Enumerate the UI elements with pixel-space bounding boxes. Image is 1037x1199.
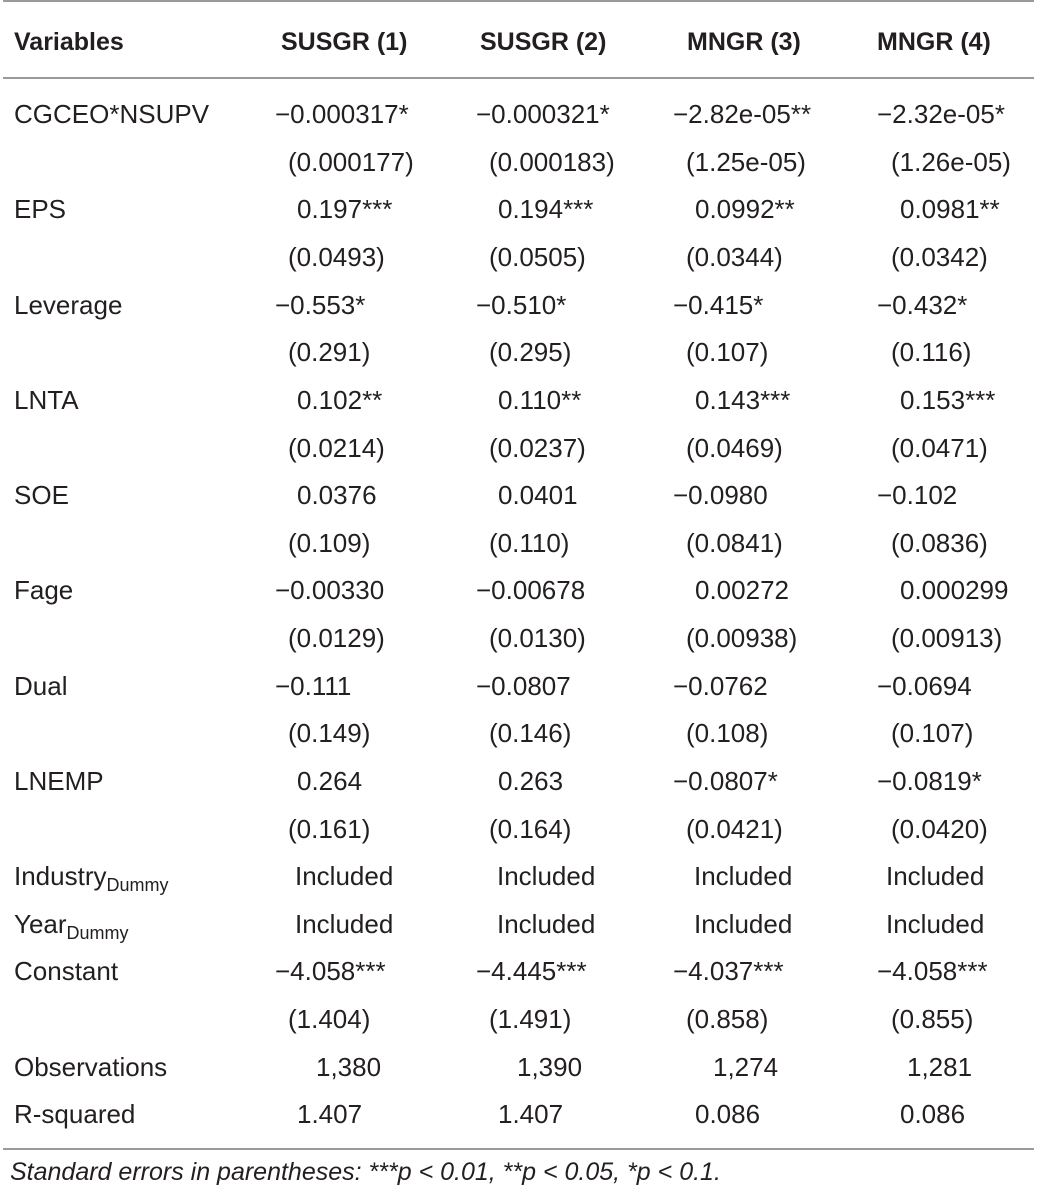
cell-col3: 0.0992** [695,194,795,224]
header-mngr-3: MNGR (3) [687,28,801,56]
row-label: EPS [14,194,67,224]
row-label [14,852,169,900]
cell-col3: (0.858) [686,1004,769,1034]
cell-col3: −0.0762 [673,671,768,701]
cell-col2: (0.0237) [489,433,586,463]
cell-col3: 0.086 [695,1099,761,1129]
cell-col3: (1.25e-05) [686,147,806,177]
cell-col4: (0.0342) [891,242,988,272]
cell-col1: 1.407 [297,1099,363,1129]
header-mngr-4: MNGR (4) [877,28,991,56]
header-variables: Variables [14,28,124,56]
cell-col1: (0.149) [288,718,371,748]
cell-col2: (1.491) [489,1004,572,1034]
cell-col2: 1,390 [517,1052,583,1082]
cell-col2: −0.000321* [476,99,610,129]
cell-col3: 1,274 [713,1052,779,1082]
cell-col4: 1,281 [907,1052,973,1082]
cell-col4: −4.058*** [877,956,988,986]
cell-col1: (0.000177) [288,147,414,177]
cell-col3: (0.108) [686,718,769,748]
cell-col2: (0.110) [489,528,570,558]
table-row [3,947,1034,995]
cell-col4: (0.0471) [891,433,988,463]
cell-col3: (0.0469) [686,433,783,463]
cell-col3: (0.0344) [686,242,783,272]
cell-col1: (0.291) [288,337,371,367]
row-label: LNEMP [14,766,104,796]
cell-col1: Included [295,909,394,939]
cell-col1: (1.404) [288,1004,371,1034]
cell-col1: −0.111 [275,671,352,701]
cell-col3: −4.037*** [673,956,784,986]
cell-col3: −0.0807* [673,766,778,796]
cell-col1: (0.161) [288,814,371,844]
cell-col3: 0.00272 [695,575,789,605]
table-row [3,805,1034,853]
cell-col2: 1.407 [498,1099,564,1129]
row-label-main: Year [14,909,67,939]
cell-col3: Included [694,909,793,939]
cell-col2: Included [497,909,596,939]
table-row [3,281,1034,329]
table-row [3,233,1034,281]
cell-col2: −0.00678 [476,575,586,605]
row-label-subscript: Dummy [106,875,169,895]
row-label-main: Industry [14,861,107,891]
top-rule [3,0,1034,2]
cell-col3: (0.107) [686,337,769,367]
cell-col1: (0.0214) [288,433,385,463]
row-label: Leverage [14,290,123,320]
cell-col2: (0.295) [489,337,572,367]
cell-col4: 0.0981** [900,194,1000,224]
cell-col1: −0.000317* [275,99,409,129]
cell-col4: (0.107) [891,718,974,748]
cell-col4: −0.0694 [877,671,972,701]
cell-col2: −0.510* [476,290,567,320]
table-row [3,328,1034,376]
header-rule [3,77,1034,79]
cell-col1: −0.553* [275,290,366,320]
cell-col2: (0.146) [489,718,572,748]
row-label: R-squared [14,1099,136,1129]
cell-col2: (0.0130) [489,623,586,653]
table-row [3,519,1034,567]
cell-col3: Included [694,861,793,891]
cell-col4: (0.0836) [891,528,988,558]
table-row [3,995,1034,1043]
cell-col1: 0.197*** [297,194,393,224]
row-label: Constant [14,956,119,986]
cell-col1: −0.00330 [275,575,385,605]
cell-col4: Included [886,909,985,939]
table-row [3,424,1034,472]
table-row [3,376,1034,424]
cell-col1: (0.0493) [288,242,385,272]
cell-col2: 0.263 [498,766,564,796]
cell-col4: (0.855) [891,1004,974,1034]
cell-col3: (0.00938) [686,623,798,653]
cell-col1: Included [295,861,394,891]
header-susgr-2: SUSGR (2) [480,28,607,56]
cell-col3: (0.0841) [686,528,783,558]
cell-col1: (0.109) [288,528,371,558]
cell-col4: −2.32e-05* [877,99,1005,129]
table-row [3,757,1034,805]
cell-col2: (0.000183) [489,147,615,177]
row-label-subscript: Dummy [66,923,129,943]
table-row [3,138,1034,186]
table-row [3,852,1034,900]
table-row [3,90,1034,138]
cell-col4: −0.102 [877,480,958,510]
cell-col2: (0.164) [489,814,572,844]
cell-col4: −0.432* [877,290,968,320]
cell-col1: 0.264 [297,766,363,796]
cell-col4: Included [886,861,985,891]
cell-col2: −0.0807 [476,671,571,701]
table-row [3,1043,1034,1091]
cell-col4: 0.000299 [900,575,1009,605]
header-susgr-1: SUSGR (1) [281,28,408,56]
cell-col4: 0.086 [900,1099,966,1129]
cell-col4: (0.0420) [891,814,988,844]
cell-col1: 0.0376 [297,480,377,510]
cell-col4: (1.26e-05) [891,147,1011,177]
bottom-rule [3,1148,1034,1150]
table-row [3,662,1034,710]
cell-col2: (0.0505) [489,242,586,272]
cell-col3: −2.82e-05** [673,99,812,129]
cell-col4: (0.00913) [891,623,1003,653]
cell-col3: −0.415* [673,290,764,320]
cell-col2: 0.0401 [498,480,578,510]
row-label: SOE [14,480,69,510]
table-row [3,900,1034,948]
cell-col2: −4.445*** [476,956,587,986]
cell-col1: (0.0129) [288,623,385,653]
table-row [3,566,1034,614]
table-row [3,614,1034,662]
row-label [14,900,129,948]
table-row [3,1090,1034,1138]
cell-col4: (0.116) [891,337,972,367]
cell-col3: (0.0421) [686,814,783,844]
table-row [3,185,1034,233]
cell-col4: −0.0819* [877,766,982,796]
table-row [3,709,1034,757]
row-label: Observations [14,1052,168,1082]
cell-col1: 0.102** [297,385,383,415]
cell-col2: Included [497,861,596,891]
cell-col4: 0.153*** [900,385,996,415]
row-label: Fage [14,575,74,605]
cell-col3: 0.143*** [695,385,791,415]
row-label: LNTA [14,385,79,415]
cell-col3: −0.0980 [673,480,768,510]
table-footnote: Standard errors in parentheses: ***p < 0.01, **p < 0.05, *p < 0.1. [10,1158,721,1186]
row-label: CGCEO*NSUPV [14,99,210,129]
row-label: Dual [14,671,68,701]
cell-col2: 0.110** [498,385,582,415]
cell-col1: 1,380 [316,1052,382,1082]
cell-col1: −4.058*** [275,956,386,986]
table-row [3,471,1034,519]
cell-col2: 0.194*** [498,194,594,224]
